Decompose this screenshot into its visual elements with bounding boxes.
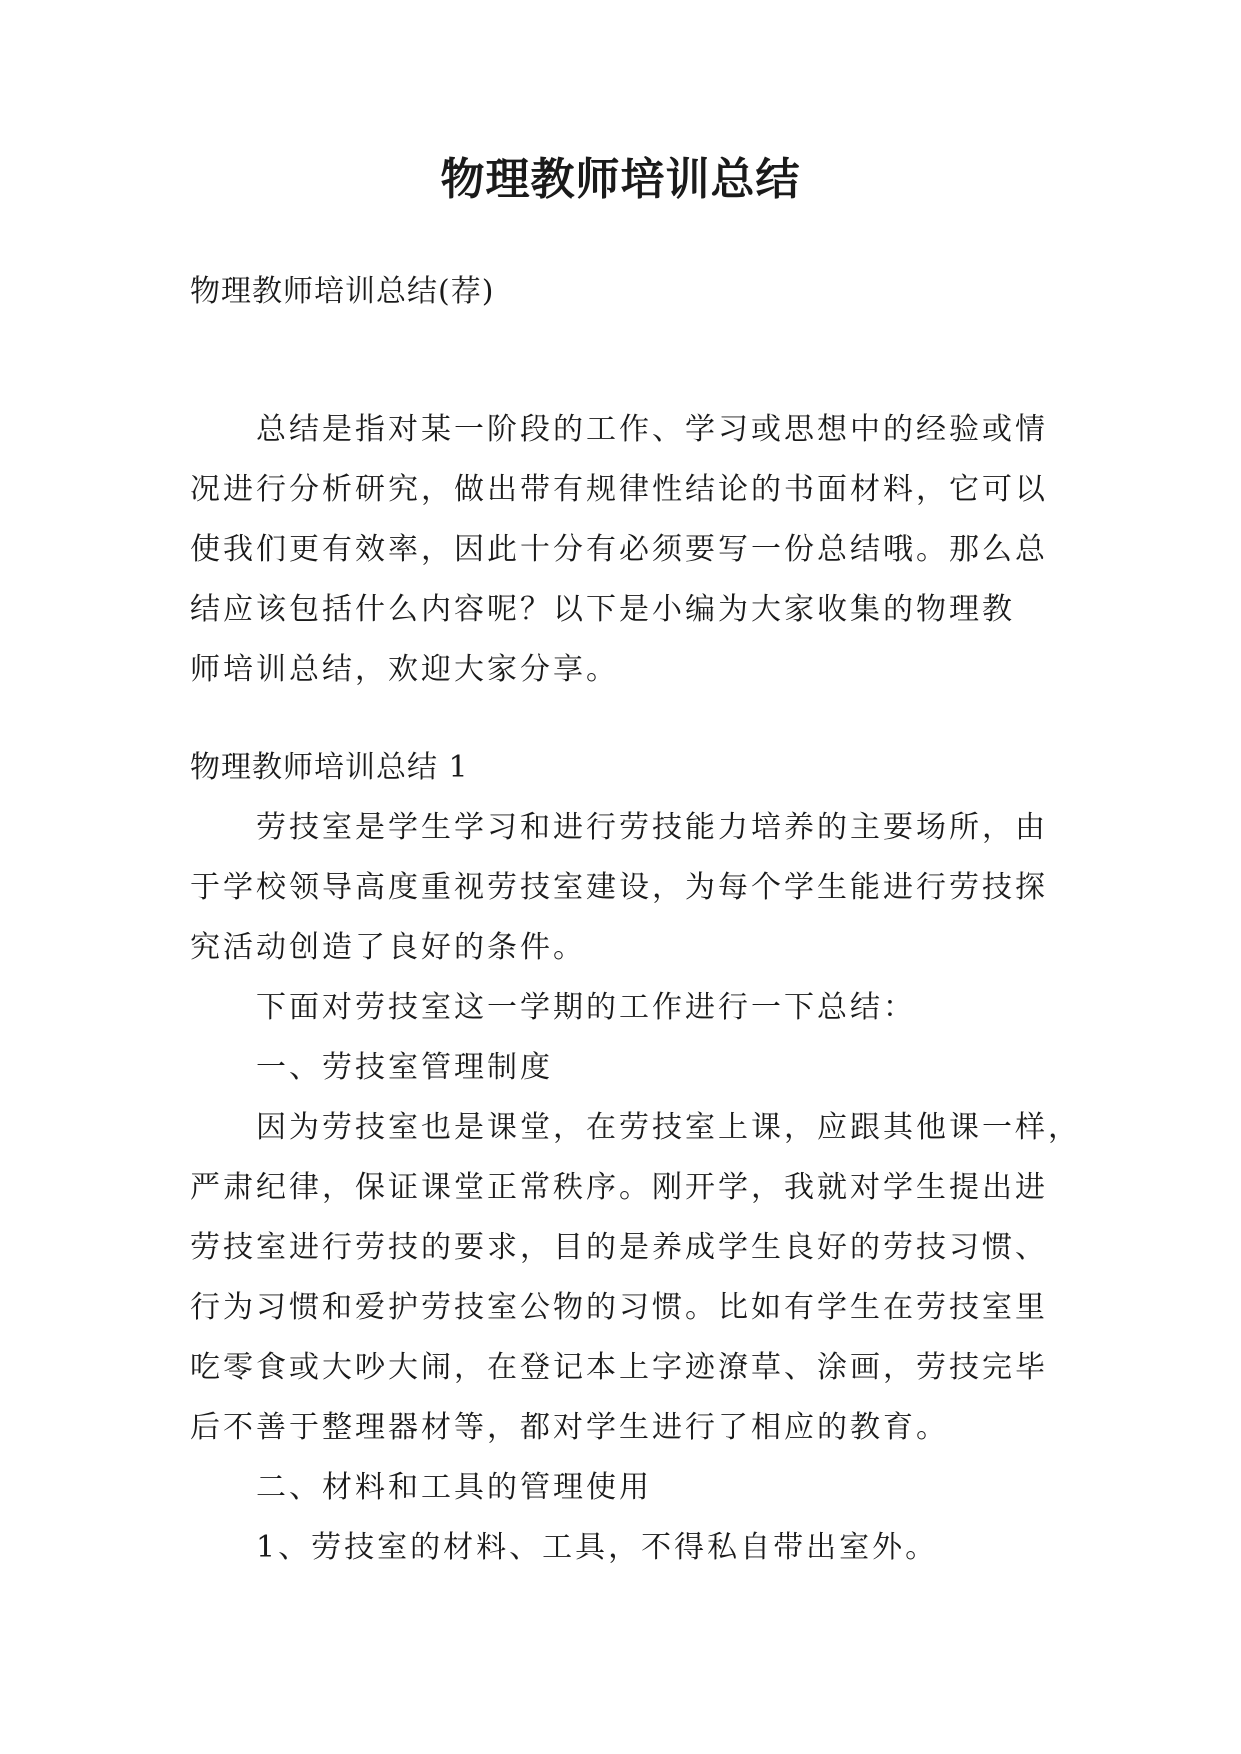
body-line: 究活动创造了良好的条件。 [190, 930, 586, 965]
body-line: 因为劳技室也是课堂，在劳技室上课，应跟其他课一样， [256, 1110, 1081, 1145]
intro-line: 使我们更有效率，因此十分有必须要写一份总结哦。那么总 [190, 532, 1048, 567]
body-line: 劳技室是学生学习和进行劳技能力培养的主要场所，由 [256, 810, 1048, 845]
intro-paragraph [190, 400, 1060, 700]
section-heading: 物理教师培训总结 1 [190, 750, 469, 785]
body-line: 1、劳技室的材料、工具，不得私自带出室外。 [256, 1530, 939, 1565]
body-line: 下面对劳技室这一学期的工作进行一下总结： [256, 990, 916, 1025]
body-line: 严肃纪律，保证课堂正常秩序。刚开学，我就对学生提出进 [190, 1170, 1048, 1205]
body-line: 于学校领导高度重视劳技室建设，为每个学生能进行劳技探 [190, 870, 1048, 905]
document-title: 物理教师培训总结 [440, 154, 801, 205]
section-body [190, 798, 1081, 1578]
subheading-line: 一、劳技室管理制度 [256, 1050, 553, 1085]
intro-line: 结应该包括什么内容呢？以下是小编为大家收集的物理教 [190, 592, 1015, 627]
intro-line: 师培训总结，欢迎大家分享。 [190, 652, 619, 687]
intro-line: 况进行分析研究，做出带有规律性结论的书面材料，它可以 [190, 472, 1048, 507]
body-line: 后不善于整理器材等，都对学生进行了相应的教育。 [190, 1410, 949, 1445]
body-line: 劳技室进行劳技的要求，目的是养成学生良好的劳技习惯、 [190, 1230, 1048, 1265]
intro-line: 总结是指对某一阶段的工作、学习或思想中的经验或情 [256, 412, 1048, 447]
body-line: 吃零食或大吵大闹，在登记本上字迹潦草、涂画，劳技完毕 [190, 1350, 1048, 1385]
body-line: 行为习惯和爱护劳技室公物的习惯。比如有学生在劳技室里 [190, 1290, 1048, 1325]
subheading-line: 二、材料和工具的管理使用 [256, 1470, 652, 1505]
document-subtitle: 物理教师培训总结(荐) [190, 274, 495, 309]
